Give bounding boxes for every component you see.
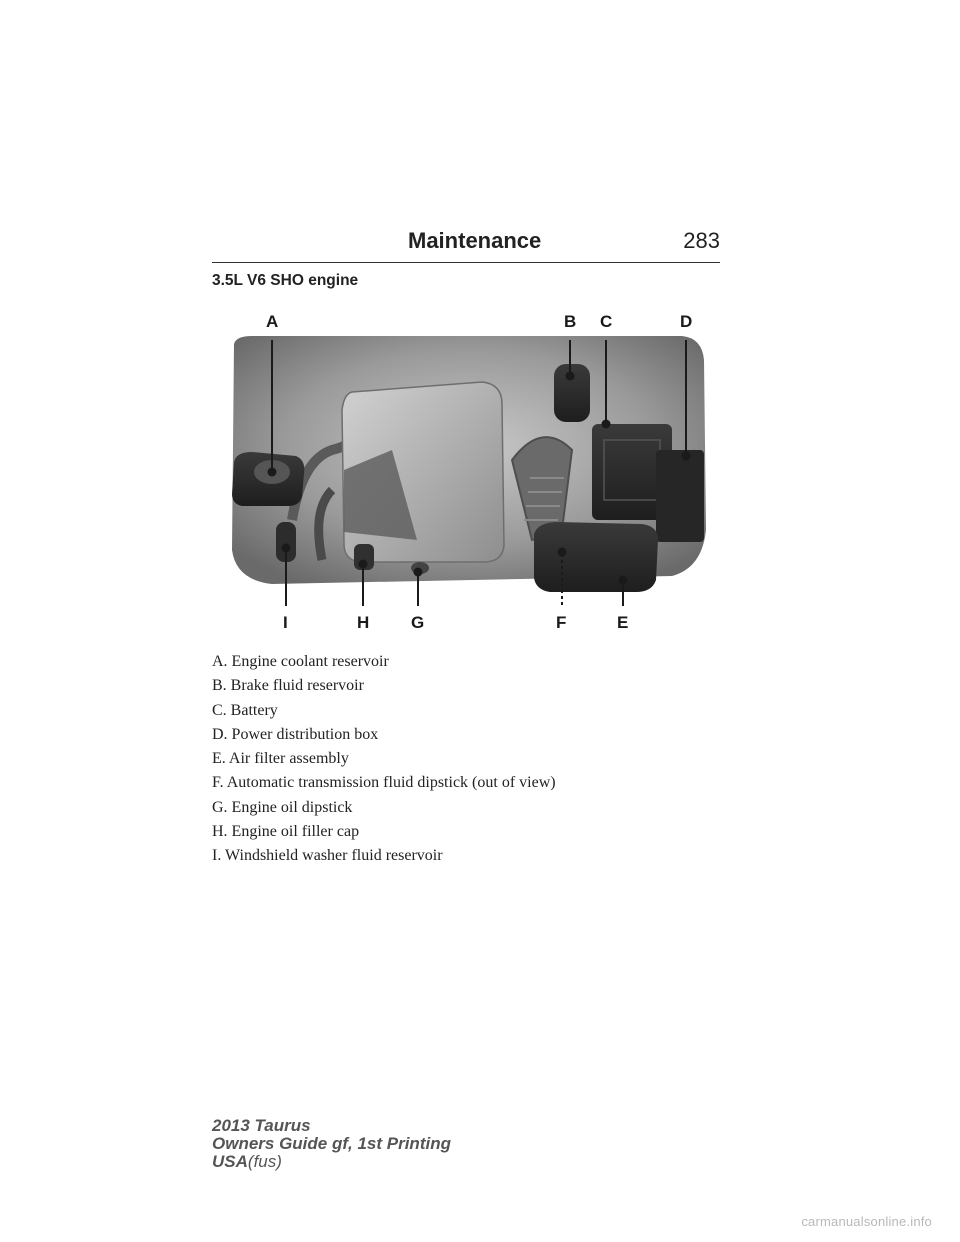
legend-item: A. Engine coolant reservoir — [212, 653, 389, 670]
engine-title: 3.5L V6 SHO engine — [212, 272, 359, 289]
callout-b: B — [564, 312, 577, 331]
callout-a: A — [266, 312, 279, 331]
callout-e: E — [617, 613, 629, 632]
page-header — [212, 228, 720, 263]
page-footer — [212, 1117, 451, 1171]
site-watermark: carmanualsonline.info — [801, 1214, 932, 1229]
legend-item: F. Automatic transmission fluid dipstick (out of view) — [212, 774, 556, 792]
callout-f: F — [556, 613, 567, 632]
section-title: Maintenance — [408, 228, 542, 253]
footer-model: 2013 Taurus — [212, 1116, 311, 1135]
engine-bay-svg — [212, 300, 720, 640]
legend-item: C. Battery — [212, 701, 278, 719]
callout-c: C — [600, 312, 613, 331]
callout-d: D — [680, 312, 693, 331]
page-number: 283 — [683, 228, 720, 253]
callout-h: H — [357, 613, 370, 632]
legend-item: E. Air filter assembly — [212, 750, 349, 768]
legend-item: G. Engine oil dipstick — [212, 798, 353, 816]
footer-edition: Owners Guide gf, 1st Printing — [212, 1134, 451, 1153]
legend-item: H. Engine oil filler cap — [212, 823, 360, 841]
legend-item: B. Brake fluid reservoir — [212, 677, 364, 695]
callout-i: I — [283, 613, 288, 632]
engine-bay-illustration — [212, 300, 720, 640]
footer-code: (fus) — [247, 1152, 282, 1171]
power-distribution-box — [656, 450, 704, 542]
air-filter-assembly — [534, 522, 658, 592]
legend-item: D. Power distribution box — [212, 725, 379, 743]
footer-market — [212, 1153, 451, 1171]
legend-item: I. Windshield washer fluid reservoir — [212, 847, 443, 865]
component-legend — [212, 650, 556, 869]
callout-g: G — [411, 613, 425, 632]
footer-country: USA — [212, 1152, 248, 1171]
